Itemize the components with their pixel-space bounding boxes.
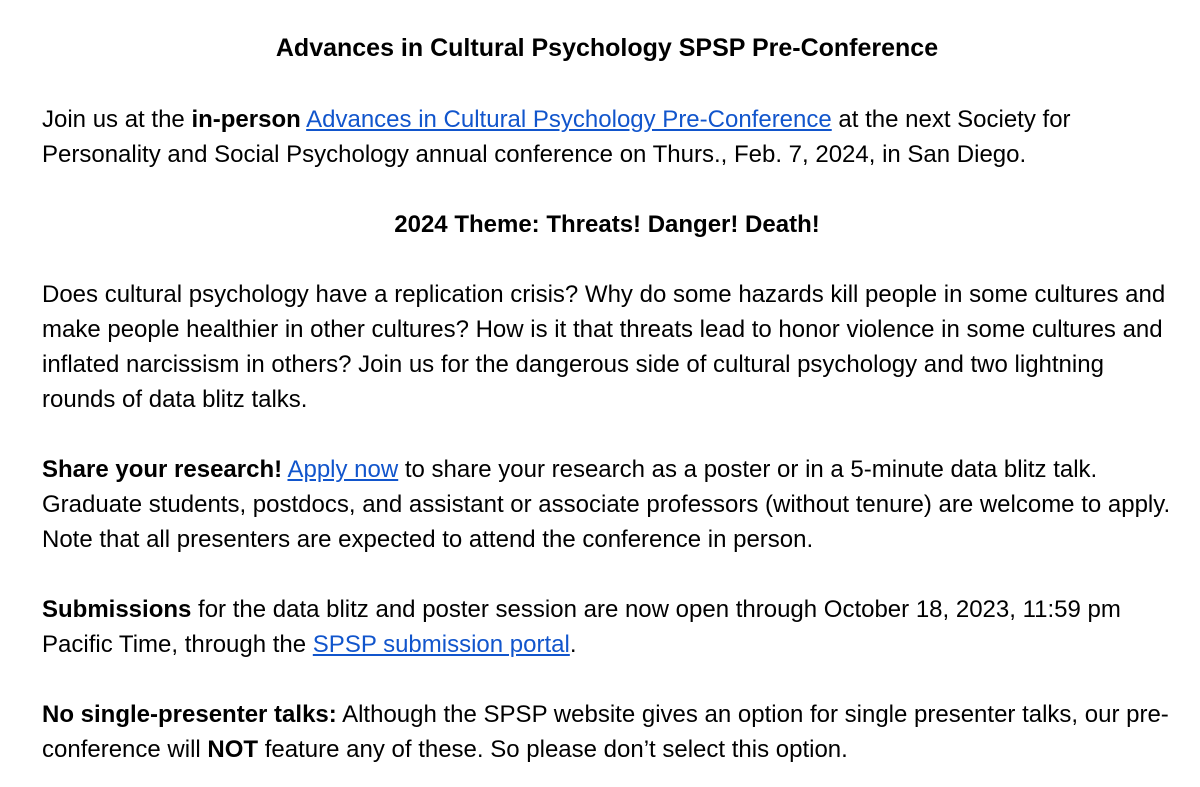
intro-prefix: Join us at the xyxy=(42,106,192,133)
preconference-link[interactable]: Advances in Cultural Psychology Pre-Conference xyxy=(306,106,832,133)
intro-paragraph xyxy=(42,102,1172,172)
page-title: Advances in Cultural Psychology SPSP Pre-Conference xyxy=(275,34,939,62)
submissions-paragraph xyxy=(42,592,1172,662)
no-single-middle: Although the SPSP website gives an option for single presenter talks, our pre-conference will xyxy=(42,701,1169,763)
submissions-bold: Submissions xyxy=(42,596,192,623)
submissions-suffix: . xyxy=(569,631,577,658)
share-paragraph xyxy=(42,452,1172,557)
no-single-suffix: feature any of these. So please don’t select this option. xyxy=(258,736,848,763)
not-bold: NOT xyxy=(207,736,259,763)
share-bold: Share your research! xyxy=(42,456,283,483)
no-single-paragraph xyxy=(42,697,1172,767)
apply-now-link[interactable]: Apply now xyxy=(287,456,399,483)
description-paragraph: Does cultural psychology have a replication crisis? Why do some hazards kill people in some cultures and make people healthier in other cultures? How is it that threats lead to honor violence in some cultures and inflated narcissism in others? Join us for the dangerous side of cultural psychology and two lightning rounds of data blitz talks. xyxy=(42,281,1166,413)
submission-portal-link[interactable]: SPSP submission portal xyxy=(312,631,570,658)
share-suffix: to share your research as a poster or in a 5-minute data blitz talk. Graduate students, postdocs, and assistant or associate professors (without tenure) are welcome to apply. Note that all presenters are expected to attend the conference in person. xyxy=(42,456,1171,553)
submissions-middle: for the data blitz and poster session are now open through October 18, 2023, 11:59 pm Pacific Time, through the xyxy=(42,596,1121,658)
theme-heading: 2024 Theme: Threats! Danger! Death! xyxy=(394,211,820,238)
intro-suffix: at the next Society for Personality and Social Psychology annual conference on Thurs., Feb. 7, 2024, in San Diego. xyxy=(42,106,1071,168)
intro-bold: in-person xyxy=(191,106,301,133)
no-single-bold: No single-presenter talks: xyxy=(42,701,337,728)
